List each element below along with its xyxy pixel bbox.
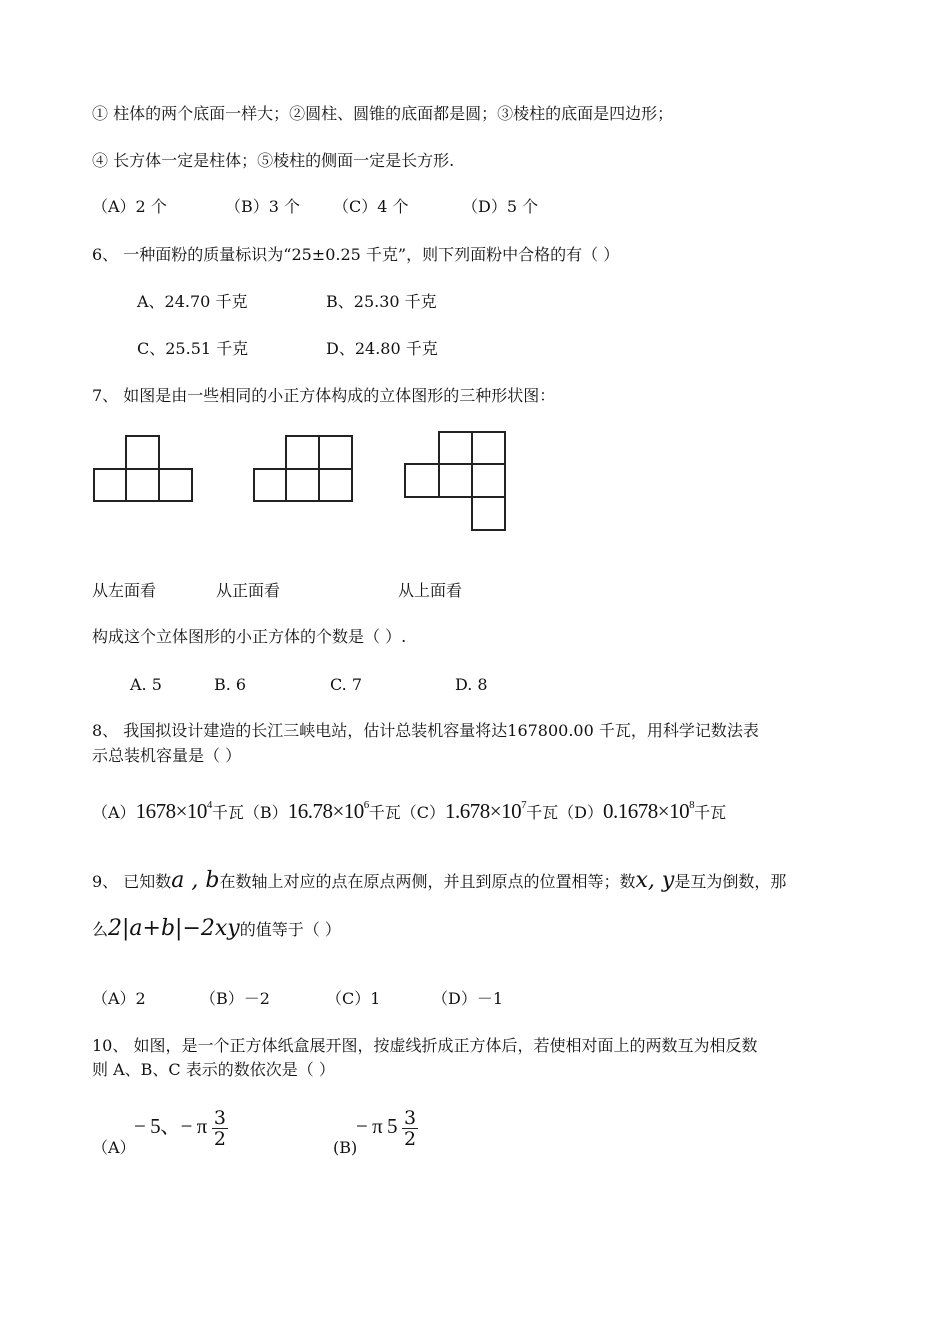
front-view-label: 从正面看 (216, 581, 281, 600)
q9-option-a: （A）2 (92, 989, 146, 1008)
q10-option-a-value: − 5、− π $\frac{3}{2}$ (134, 1107, 226, 1150)
q7-question: 7、 如图是由一些相同的小正方体构成的立体图形的三种形状图： (92, 386, 556, 405)
top-view-label: 从上面看 (398, 581, 463, 600)
q8-option-c-label: （C） (400, 803, 446, 822)
left-view-label: 从左面看 (92, 581, 157, 600)
q5-option-c: （C）4 个 (333, 197, 409, 216)
top-view-cube-4 (439, 464, 472, 497)
q8-option-a-value: $1678\times 10^4$ (135, 799, 212, 823)
q10-question-line2: 则 A、B、C 表示的数依次是（ ） (92, 1060, 335, 1079)
q10-question-line1: 10、 如图，是一个正方体纸盒展开图，按虚线折成正方体后，若使相对面上的两数互为相反数 (92, 1036, 758, 1055)
q9-expression: 2|a+b|−2xy (108, 916, 240, 941)
front-view-cube-1 (254, 469, 286, 501)
q10-option-b-fraction: $\frac{3}{2}$ (404, 1107, 417, 1150)
q8-option-c-value: $1.678\times 10^7$ (445, 799, 527, 823)
top-view-cube-3 (405, 464, 439, 497)
q10-option-b-label: (B) (333, 1138, 358, 1157)
q5-option-d: （D）5 个 (462, 197, 539, 216)
q8-option-b-unit: 千瓦 (368, 803, 401, 822)
q5-option-a: （A）2 个 (92, 197, 167, 216)
q8-option-a-unit: 千瓦 (211, 803, 244, 822)
top-view-cube-2 (472, 432, 505, 464)
left-view-cube-1 (94, 469, 126, 501)
q9-var-ab: a , b (171, 868, 220, 893)
q6-option-d: D、24.80 千克 (326, 339, 438, 358)
top-view-cube-6 (472, 497, 505, 530)
front-view-cube-2 (286, 469, 319, 501)
q9-option-b: （B）－2 (200, 989, 270, 1008)
q9-question-line2: 么2|a+b|−2xy的值等于（ ） (92, 916, 341, 941)
q7-option-c: C. 7 (330, 675, 363, 694)
q8-option-d-unit: 千瓦 (694, 803, 727, 822)
top-view-cube-1 (439, 432, 472, 464)
q8-option-c-unit: 千瓦 (526, 803, 559, 822)
q9-question-line1: 9、 已知数a , b在数轴上对应的点在原点两侧，并且到原点的位置相等；数x, y是互为倒数，那 (92, 868, 787, 893)
q10-option-a-fraction: $\frac{3}{2}$ (213, 1107, 226, 1150)
q6-option-b: B、25.30 千克 (326, 292, 437, 311)
q10-option-b-value: − π 5 $\frac{3}{2}$ (356, 1107, 417, 1150)
q8-options (92, 794, 726, 824)
left-view-cube-3 (159, 469, 192, 501)
q5-statements-line1: ① 柱体的两个底面一样大；②圆柱、圆锥的底面都是圆；③棱柱的底面是四边形； (92, 104, 674, 123)
top-view-cube-5 (472, 464, 505, 497)
q5-statements-line2: ④ 长方体一定是柱体；⑤棱柱的侧面一定是长方形. (92, 151, 455, 170)
q9-option-c: （C）1 (326, 989, 381, 1008)
q7-option-d: D. 8 (455, 675, 488, 694)
q6-question: 6、 一种面粉的质量标识为“25±0.25 千克”，则下列面粉中合格的有（ ） (92, 245, 620, 264)
front-view-figure (252, 434, 356, 504)
left-view-figure (92, 434, 196, 504)
q8-option-b-value: $16.78\times 10^6$ (287, 799, 369, 823)
q5-option-b: （B）3 个 (225, 197, 301, 216)
q9-option-d: （D）－1 (432, 989, 504, 1008)
q8-option-d-value: $0.1678\times 10^8$ (603, 799, 695, 823)
front-view-cube-top-2 (319, 436, 352, 469)
front-view-cube-3 (319, 469, 352, 501)
q8-question-line2: 示总装机容量是（ ） (92, 746, 242, 765)
q6-option-a: A、24.70 千克 (137, 292, 248, 311)
q8-option-b-label: （B） (243, 803, 288, 822)
q8-option-d-label: （D） (558, 803, 603, 822)
q10-option-a-label: （A） (92, 1138, 136, 1157)
top-view-figure (403, 430, 509, 534)
q6-option-c: C、25.51 千克 (137, 339, 249, 358)
front-view-cube-top-1 (286, 436, 319, 469)
q9-var-xy: x, y (635, 868, 675, 893)
q7-option-b: B. 6 (214, 675, 247, 694)
q7-option-a: A. 5 (130, 675, 162, 694)
q8-option-a-label: （A） (92, 803, 136, 822)
left-view-cube-top (126, 436, 159, 469)
q7-sub-question: 构成这个立体图形的小正方体的个数是（ ）. (92, 627, 407, 646)
left-view-cube-2 (126, 469, 159, 501)
q8-question-line1: 8、 我国拟设计建造的长江三峡电站，估计总装机容量将达167800.00 千瓦，用科学记数法表 (92, 721, 759, 740)
